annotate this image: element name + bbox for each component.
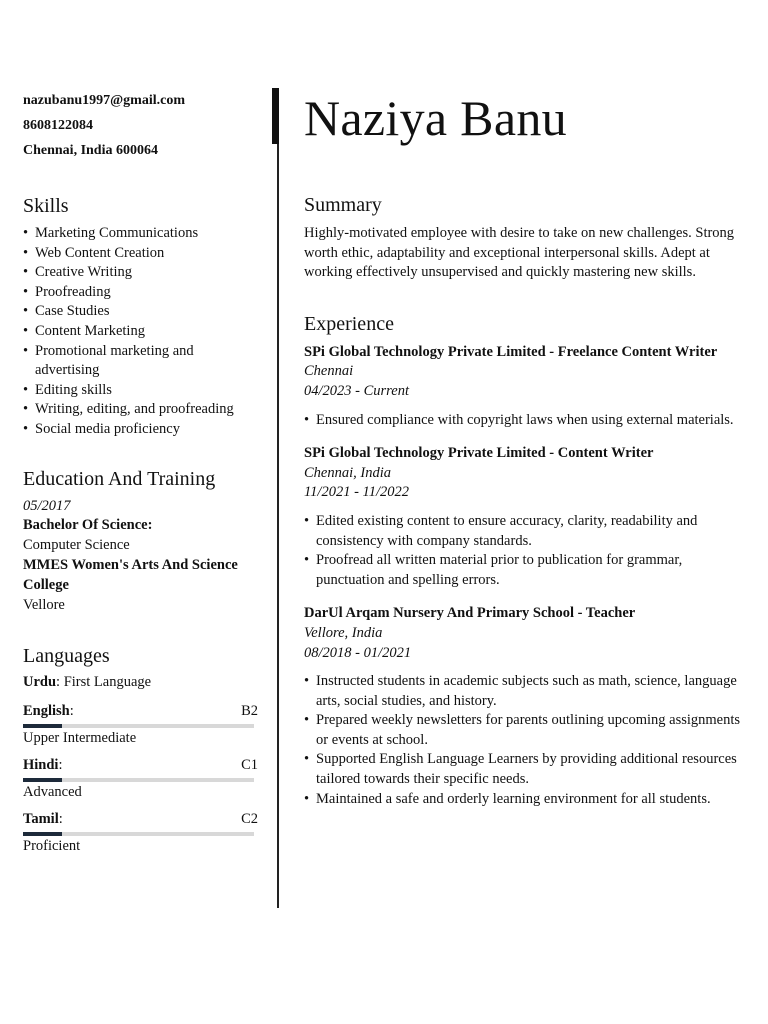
language-row: Hindi: C1 xyxy=(23,757,258,774)
language-name: Tamil xyxy=(23,811,59,828)
job-bullets xyxy=(304,672,749,809)
skill-item: • Promotional marketing and advertising xyxy=(23,342,258,381)
language-level: Advanced xyxy=(23,784,82,801)
language-row: Tamil: C2 xyxy=(23,811,258,828)
education-school: MMES Women's Arts And Science College xyxy=(23,556,238,593)
language-tamil xyxy=(23,809,258,855)
skills-section xyxy=(23,193,258,440)
job-entry xyxy=(304,343,749,430)
language-native: Urdu: First Language xyxy=(23,674,152,691)
experience-title: Experience xyxy=(304,312,394,335)
job-location: Chennai, India xyxy=(304,464,391,481)
education-degree: Bachelor Of Science: xyxy=(23,517,153,534)
job-bullet: • Prepared weekly newsletters for parents outlining upcoming assignments or events at school. xyxy=(304,711,749,750)
skill-item: • Marketing Communications xyxy=(23,224,258,244)
candidate-name: Naziya Banu xyxy=(304,90,567,146)
job-bullet: • Maintained a safe and orderly learning environment for all students. xyxy=(304,790,749,810)
language-code: C1 xyxy=(241,757,258,774)
language-level: Upper Intermediate xyxy=(23,730,137,747)
job-bullet: • Instructed students in academic subjects such as math, science, language arts, social studies, and history. xyxy=(304,672,749,711)
language-name: English xyxy=(23,703,70,720)
job-entry xyxy=(304,444,749,590)
skill-item: • Proofreading xyxy=(23,283,258,303)
job-location: Chennai xyxy=(304,363,354,380)
language-code: C2 xyxy=(241,811,258,828)
job-title: SPi Global Technology Private Limited - Freelance Content Writer xyxy=(304,343,718,360)
contact-email[interactable]: nazubanu1997@gmail.com xyxy=(23,93,185,108)
skill-item: • Content Marketing xyxy=(23,322,258,342)
education-city: Vellore xyxy=(23,596,65,613)
experience-section xyxy=(304,311,749,809)
language-code: B2 xyxy=(241,703,258,720)
job-bullets xyxy=(304,411,749,431)
job-dates: 04/2023 - Current xyxy=(304,382,409,399)
skill-item: • Creative Writing xyxy=(23,263,258,283)
language-row: English: B2 xyxy=(23,703,258,720)
language-level: Proficient xyxy=(23,838,81,855)
column-divider xyxy=(277,88,279,908)
job-dates: 08/2018 - 01/2021 xyxy=(304,644,412,661)
education-date: 05/2017 xyxy=(23,497,71,514)
job-bullet: • Ensured compliance with copyright laws when using external materials. xyxy=(304,411,749,431)
name-accent-bar xyxy=(272,88,279,144)
job-bullets xyxy=(304,512,749,590)
job-bullet: • Proofread all written material prior to publication for grammar, punctuation and spelling errors. xyxy=(304,551,749,590)
summary-section xyxy=(304,192,749,283)
job-bullet: • Edited existing content to ensure accuracy, clarity, readability and consistency with company standards. xyxy=(304,512,749,551)
language-name: Hindi xyxy=(23,757,59,774)
language-hindi xyxy=(23,755,258,801)
languages-section xyxy=(23,643,258,855)
summary-title: Summary xyxy=(304,194,382,216)
skill-item: • Writing, editing, and proofreading xyxy=(23,400,258,420)
language-native-name: Urdu xyxy=(23,674,57,691)
job-bullet: • Supported English Language Learners by providing additional resources tailored towards their specific needs. xyxy=(304,750,749,789)
language-level-fill xyxy=(23,724,62,728)
job-title: DarUl Arqam Nursery And Primary School - Teacher xyxy=(304,605,636,622)
skill-item: • Case Studies xyxy=(23,302,258,322)
language-level-bar xyxy=(23,724,254,728)
contact-address: Chennai, India 600064 xyxy=(23,143,158,158)
contact-block xyxy=(23,88,258,163)
skills-list xyxy=(23,224,258,440)
education-section xyxy=(23,466,258,616)
job-title: SPi Global Technology Private Limited - Content Writer xyxy=(304,445,654,462)
language-native-label: First Language xyxy=(63,674,152,691)
contact-phone[interactable]: 8608122084 xyxy=(23,118,93,133)
left-column xyxy=(23,88,258,855)
job-dates: 11/2021 - 11/2022 xyxy=(304,484,409,501)
language-level-fill xyxy=(23,778,62,782)
language-english xyxy=(23,701,258,747)
skill-item: • Social media proficiency xyxy=(23,420,258,440)
summary-text: Highly-motivated employee with desire to take on new challenges. Strong worth ethic, adaptability and exceptional interpersonal skills. Adept at working effectively unsupervised and quickly mastering new skills. xyxy=(304,225,735,281)
skill-item: • Editing skills xyxy=(23,381,258,401)
right-column xyxy=(304,88,749,809)
skills-title: Skills xyxy=(23,195,69,217)
language-level-bar xyxy=(23,778,254,782)
job-entry xyxy=(304,604,749,809)
education-field: Computer Science xyxy=(23,537,130,554)
skill-item: • Web Content Creation xyxy=(23,244,258,264)
language-level-bar xyxy=(23,832,254,836)
education-title: Education And Training xyxy=(23,467,216,490)
job-location: Vellore, India xyxy=(304,624,383,641)
languages-title: Languages xyxy=(23,645,110,668)
language-level-fill xyxy=(23,832,62,836)
